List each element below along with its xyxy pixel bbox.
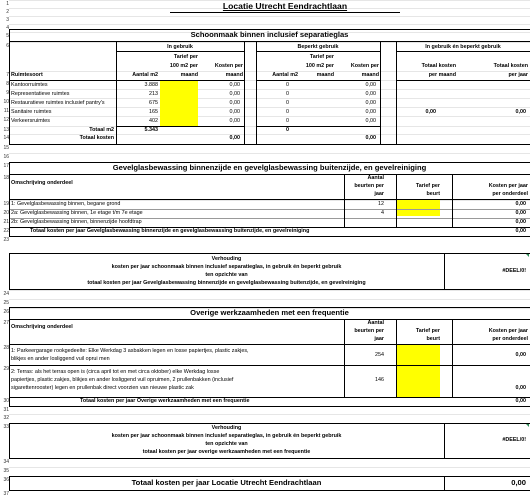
row-header[interactable]: 17 bbox=[3, 163, 9, 169]
ratio1-line3[interactable]: ten opzichte van bbox=[205, 272, 248, 278]
ratio1-line2[interactable]: kosten per jaar schoonmaak binnen inclusief separatieglas, in gebruik én beperkt gebruik bbox=[111, 264, 342, 270]
aantal-m2-beperkt-cell[interactable]: 0 bbox=[286, 109, 289, 115]
col-kosten-overige-l1[interactable]: Kosten per jaar bbox=[488, 328, 528, 334]
error-indicator-icon bbox=[526, 424, 529, 427]
row-header[interactable]: 7 bbox=[6, 72, 9, 78]
aantal-m2-cell[interactable]: 165 bbox=[149, 109, 158, 115]
col-aantal-overige-l2[interactable]: beurten per bbox=[354, 328, 384, 334]
ratio1-line1[interactable]: Verhouding bbox=[211, 256, 242, 262]
ratio2-line1[interactable]: Verhouding bbox=[211, 425, 242, 431]
kosten-maand-beperkt-cell[interactable]: 0,00 bbox=[365, 109, 376, 115]
error-indicator-icon bbox=[526, 254, 529, 257]
total-m2-value[interactable]: 5.343 bbox=[144, 127, 158, 133]
section2-total-label[interactable]: Totaal kosten per jaar Gevelglasbewassing binnenzijde en gevelglasbewassing buitenzijde, en gevelreiniging bbox=[30, 228, 310, 234]
aantal-m2-beperkt-cell[interactable]: 0 bbox=[286, 82, 289, 88]
row-header[interactable]: 33 bbox=[3, 424, 9, 430]
col-tarief-l3[interactable]: maand bbox=[180, 72, 198, 78]
group-beperkt-gebruik[interactable]: Beperkt gebruik bbox=[297, 44, 339, 50]
row-header[interactable]: 32 bbox=[3, 415, 9, 421]
section3-total-label[interactable]: Totaal kosten per jaar Overige werkzaamheden met een frequentie bbox=[80, 398, 250, 404]
kosten-maand-beperkt-cell[interactable]: 0,00 bbox=[365, 91, 376, 97]
section2-total-value[interactable]: 0,00 bbox=[515, 228, 526, 234]
col-tarief-beurt-l2[interactable]: beurt bbox=[426, 191, 440, 197]
col-kosten-overige-l2[interactable]: per onderdeel bbox=[492, 336, 528, 342]
ruimtesoort-cell[interactable]: Sanitaire ruimtes bbox=[11, 109, 52, 115]
row-header[interactable]: 28 bbox=[3, 345, 9, 351]
tarief-input-cell[interactable] bbox=[160, 108, 198, 117]
col-tarief-l2[interactable]: 100 m2 per bbox=[169, 63, 198, 69]
row-header[interactable]: 19 bbox=[3, 201, 9, 207]
overige-row2-line3[interactable]: sigarettenrooster) legen en prullenbak direct voorzien van nieuwe plastic zak bbox=[11, 385, 194, 391]
col-tarief-l1[interactable]: Tarief per bbox=[173, 54, 198, 60]
aantal-m2-cell[interactable]: 402 bbox=[149, 118, 158, 124]
row-header[interactable]: 36 bbox=[3, 477, 9, 483]
section-heading-overige[interactable]: Overige werkzaamheden met een frequentie bbox=[190, 308, 349, 317]
gevel-kosten-cell[interactable]: 0,00 bbox=[515, 219, 526, 225]
overige-row1-kosten[interactable]: 0,00 bbox=[515, 352, 526, 358]
row-header[interactable]: 9 bbox=[6, 90, 9, 96]
col-kosten-jaar-l2[interactable]: per onderdeel bbox=[492, 191, 528, 197]
aantal-m2-beperkt-cell[interactable]: 0 bbox=[286, 118, 289, 124]
ratio1-value[interactable]: #DEEL/0! bbox=[502, 268, 526, 274]
row-header[interactable]: 16 bbox=[3, 154, 9, 160]
section-heading-schoonmaak[interactable]: Schoonmaak binnen inclusief separatieglas bbox=[190, 30, 349, 39]
col-aantal-l2[interactable]: beurten per bbox=[354, 183, 384, 189]
kosten-maand-cell[interactable]: 0,00 bbox=[229, 82, 240, 88]
row-header[interactable]: 14 bbox=[3, 135, 9, 141]
row-header[interactable]: 18 bbox=[3, 175, 9, 181]
row-header[interactable]: 35 bbox=[3, 468, 9, 474]
overige-row2-aantal[interactable]: 146 bbox=[375, 377, 384, 383]
total-per-maand[interactable]: 0,00 bbox=[425, 109, 436, 115]
col-omschrijving-overige[interactable]: Omschrijving onderdeel bbox=[11, 324, 73, 330]
row-header[interactable]: 37 bbox=[3, 491, 9, 497]
kosten-maand-cell[interactable]: 0,00 bbox=[229, 100, 240, 106]
kosten-maand-beperkt-cell[interactable]: 0,00 bbox=[365, 118, 376, 124]
row-header[interactable]: 29 bbox=[3, 366, 9, 372]
col-totaal-maand-l1[interactable]: Totaal kosten bbox=[421, 63, 456, 69]
ruimtesoort-cell[interactable]: Representatieve ruimtes bbox=[11, 91, 70, 97]
gevel-omschrijving-cell[interactable]: 2a: Gevelglasbewassing binnen, 1e etage t/m 7e etage bbox=[11, 210, 143, 216]
col-tarief-beperkt-l3[interactable]: maand bbox=[316, 72, 334, 78]
tarief-input-gevel[interactable] bbox=[396, 200, 440, 216]
gevel-aantal-cell[interactable]: 4 bbox=[381, 210, 384, 216]
ratio2-line3[interactable]: ten opzichte van bbox=[205, 441, 248, 447]
col-totaal-jaar-l2[interactable]: per jaar bbox=[508, 72, 528, 78]
gevel-omschrijving-cell[interactable]: 2b: Gevelglasbewassing binnen, binnenzijde hoofdtrap bbox=[11, 219, 142, 225]
overige-row2-line1[interactable]: 2: Terras: als het terras open is (circa april tot en met circa oktober) elke Werkdag losse bbox=[11, 369, 220, 375]
col-kosten-beperkt-l2[interactable]: maand bbox=[361, 72, 379, 78]
gevel-aantal-cell[interactable]: 12 bbox=[378, 201, 384, 207]
row-header[interactable]: 8 bbox=[6, 81, 9, 87]
row-header[interactable]: 4 bbox=[6, 25, 9, 31]
grand-total-value[interactable]: 0,00 bbox=[511, 478, 526, 487]
row-header[interactable]: 23 bbox=[3, 237, 9, 243]
row-header[interactable]: 24 bbox=[3, 291, 9, 297]
total-kosten-value[interactable]: 0,00 bbox=[229, 135, 240, 141]
ruimtesoort-cell[interactable]: Verkeersruimtes bbox=[11, 118, 50, 124]
col-aantal-l1[interactable]: Aantal bbox=[367, 175, 384, 181]
row-header[interactable]: 6 bbox=[6, 43, 9, 49]
section-heading-gevelglas[interactable]: Gevelglasbewassing binnenzijde en gevelglasbewassing buitenzijde, en gevelreiniging bbox=[112, 163, 427, 172]
aantal-m2-cell[interactable]: 675 bbox=[149, 100, 158, 106]
row-header[interactable]: 11 bbox=[3, 108, 9, 114]
row-header[interactable]: 34 bbox=[3, 459, 9, 465]
col-kosten-l1[interactable]: Kosten per bbox=[214, 63, 243, 69]
col-tarief-beperkt-l2[interactable]: 100 m2 per bbox=[305, 63, 334, 69]
row-header[interactable]: 1 bbox=[6, 1, 9, 7]
kosten-maand-cell[interactable]: 0,00 bbox=[229, 118, 240, 124]
group-in-en-beperkt[interactable]: In gebruik én beperkt gebruik bbox=[425, 44, 501, 50]
aantal-m2-beperkt-cell[interactable]: 0 bbox=[286, 100, 289, 106]
section3-total-value[interactable]: 0,00 bbox=[515, 398, 526, 404]
ratio2-value[interactable]: #DEEL/0! bbox=[502, 437, 526, 443]
kosten-maand-cell[interactable]: 0,00 bbox=[229, 91, 240, 97]
total-kosten-label[interactable]: Totaal kosten bbox=[79, 135, 114, 141]
aantal-m2-cell[interactable]: 3.888 bbox=[144, 82, 158, 88]
overige-row1-line2[interactable]: blikjes en ander losliggend vuil oprui men bbox=[11, 356, 110, 362]
col-totaal-maand-l2[interactable]: per maand bbox=[428, 72, 456, 78]
aantal-m2-cell[interactable]: 213 bbox=[149, 91, 158, 97]
row-header[interactable]: 15 bbox=[3, 145, 9, 151]
overige-row2-kosten[interactable]: 0,00 bbox=[515, 385, 526, 391]
gevel-omschrijving-cell[interactable]: 1: Gevelglasbewassing binnen, begane grond bbox=[11, 201, 121, 207]
row-header[interactable]: 5 bbox=[6, 33, 9, 39]
sheet-title[interactable]: Locatie Utrecht Eendrachtlaan bbox=[222, 1, 348, 11]
kosten-maand-cell[interactable]: 0,00 bbox=[229, 109, 240, 115]
ratio2-line2[interactable]: kosten per jaar schoonmaak binnen inclusief separatieglas, in gebruik én beperkt gebruik bbox=[111, 433, 342, 439]
row-header[interactable]: 12 bbox=[3, 117, 9, 123]
row-header[interactable]: 21 bbox=[3, 219, 9, 225]
total-m2-label[interactable]: Totaal m2 bbox=[89, 127, 114, 133]
col-tarief-overige-l1[interactable]: Tarief per bbox=[415, 328, 440, 334]
col-aantal-m2-beperkt[interactable]: Aantal m2 bbox=[272, 72, 298, 78]
overige-row1-aantal[interactable]: 254 bbox=[375, 352, 384, 358]
tarief-input-overige[interactable] bbox=[396, 345, 440, 397]
total-m2-beperkt[interactable]: 0 bbox=[286, 127, 289, 133]
col-kosten-l2[interactable]: maand bbox=[225, 72, 243, 78]
gevel-kosten-cell[interactable]: 0,00 bbox=[515, 210, 526, 216]
col-tarief-beurt-l1[interactable]: Tarief per bbox=[415, 183, 440, 189]
row-header[interactable]: 13 bbox=[3, 127, 9, 133]
col-kosten-jaar-l1[interactable]: Kosten per jaar bbox=[488, 183, 528, 189]
col-tarief-overige-l2[interactable]: beurt bbox=[426, 336, 440, 342]
overige-row1-line1[interactable]: 1: Parkeergarage rookgedeelte: Elke Werkdag 3 asbakken legen en losse papiertjes, plastic zakjes, bbox=[11, 348, 249, 354]
kosten-maand-beperkt-cell[interactable]: 0,00 bbox=[365, 82, 376, 88]
col-aantal-overige-l3[interactable]: jaar bbox=[374, 336, 384, 342]
tarief-input-cell[interactable] bbox=[160, 117, 198, 126]
row-header[interactable]: 3 bbox=[6, 17, 9, 23]
row-header[interactable]: 31 bbox=[3, 407, 9, 413]
grand-total-label[interactable]: Totaal kosten per jaar Locatie Utrecht Eendrachtlaan bbox=[131, 478, 322, 487]
group-in-gebruik[interactable]: In gebruik bbox=[167, 44, 193, 50]
col-totaal-jaar-l1[interactable]: Totaal kosten bbox=[493, 63, 528, 69]
gevel-kosten-cell[interactable]: 0,00 bbox=[515, 201, 526, 207]
kosten-maand-beperkt-cell[interactable]: 0,00 bbox=[365, 100, 376, 106]
col-tarief-beperkt-l1[interactable]: Tarief per bbox=[309, 54, 334, 60]
col-aantal-l3[interactable]: jaar bbox=[374, 191, 384, 197]
tarief-input-cell[interactable] bbox=[160, 90, 198, 99]
row-header[interactable]: 22 bbox=[3, 228, 9, 234]
row-header[interactable]: 2 bbox=[6, 9, 9, 15]
ratio2-line4[interactable]: totaal kosten per jaar overige werkzaamheden met een frequentie bbox=[142, 449, 311, 455]
ruimtesoort-cell[interactable]: Kantoorruimtes bbox=[11, 82, 48, 88]
overige-row2-line2[interactable]: papiertjes, plastic zakjes, blikjes en ander losliggend vuil opruimen, 2 prullenbakken (inclusief bbox=[11, 377, 234, 383]
col-aantal-m2[interactable]: Aantal m2 bbox=[132, 72, 158, 78]
row-header[interactable]: 26 bbox=[3, 309, 9, 315]
ruimtesoort-cell[interactable]: Restauratieve ruimtes inclusief pantry's bbox=[11, 100, 105, 106]
row-header[interactable]: 27 bbox=[3, 320, 9, 326]
row-header[interactable]: 25 bbox=[3, 300, 9, 306]
total-per-jaar[interactable]: 0,00 bbox=[515, 109, 526, 115]
row-header[interactable]: 10 bbox=[3, 99, 9, 105]
total-kosten-beperkt[interactable]: 0,00 bbox=[365, 135, 376, 141]
col-aantal-overige-l1[interactable]: Aantal bbox=[367, 320, 384, 326]
row-header[interactable]: 20 bbox=[3, 210, 9, 216]
col-ruimtesoort[interactable]: Ruimtesoort bbox=[11, 72, 43, 78]
tarief-input-cell[interactable] bbox=[160, 81, 198, 90]
row-header[interactable]: 30 bbox=[3, 398, 9, 404]
tarief-input-cell[interactable] bbox=[160, 99, 198, 108]
col-omschrijving[interactable]: Omschrijving onderdeel bbox=[11, 180, 73, 186]
ratio1-line4[interactable]: totaal kosten per jaar Gevelglasbewassing binnenzijde en gevelglasbewassing buitenzijde, en gevelreiniging bbox=[87, 280, 366, 286]
aantal-m2-beperkt-cell[interactable]: 0 bbox=[286, 91, 289, 97]
col-kosten-beperkt-l1[interactable]: Kosten per bbox=[350, 63, 379, 69]
